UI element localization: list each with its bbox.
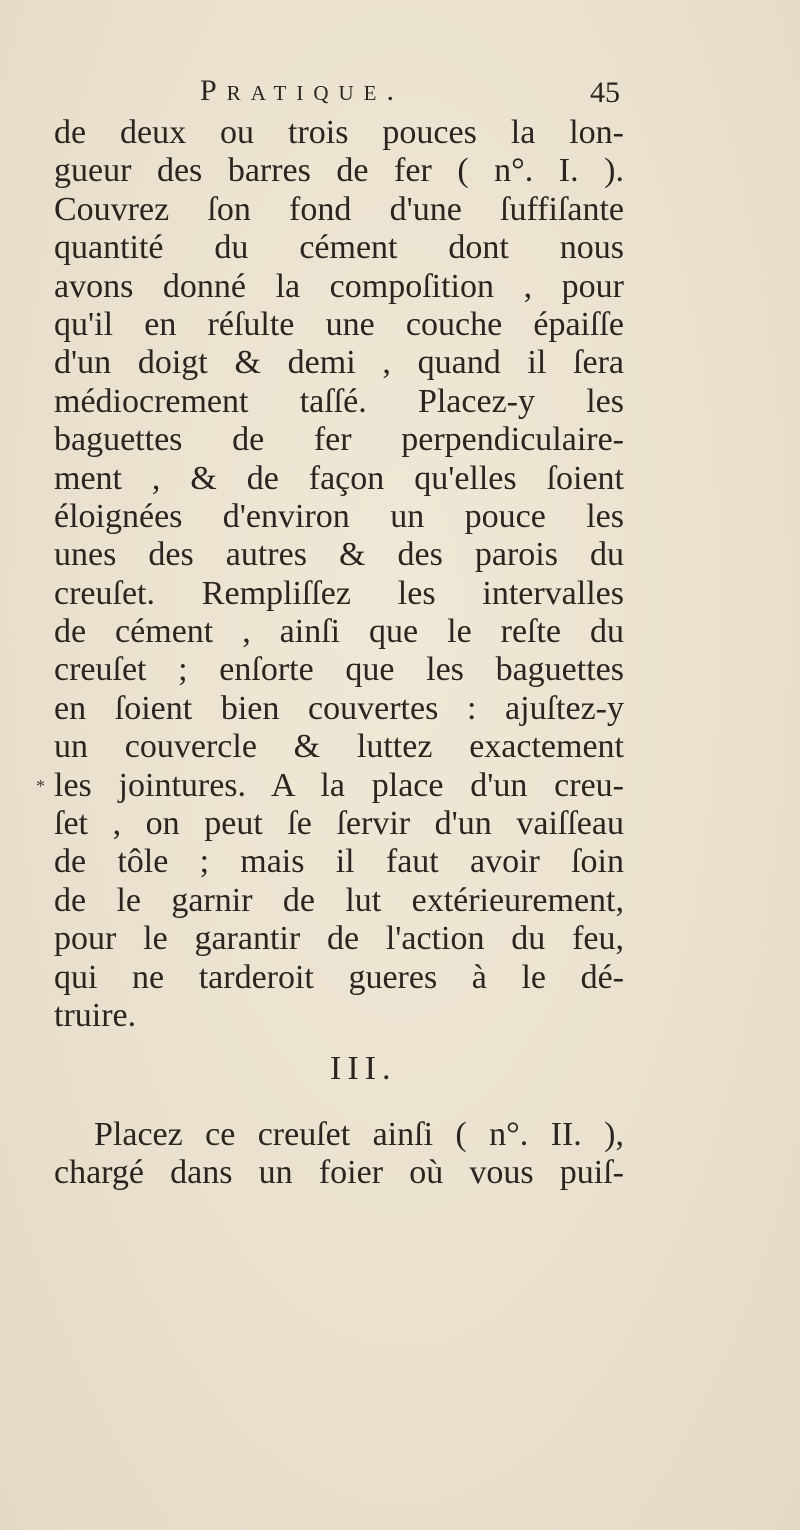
running-title: Pratique. xyxy=(200,74,405,107)
section-heading: III. xyxy=(330,1050,397,1087)
text-line: d'un doigt & demi , quand il ſera xyxy=(54,344,624,382)
text-line: gueur des barres de fer ( n°. I. ). xyxy=(54,152,624,190)
text-line: de deux ou trois pouces la lon- xyxy=(54,114,624,151)
text-line: de tôle ; mais il faut avoir ſoin xyxy=(54,843,624,881)
text-line: éloignées d'environ un pouce les xyxy=(54,497,624,535)
text-line: quantité du cément dont nous xyxy=(54,229,624,267)
margin-mark: * xyxy=(36,776,45,796)
text-line: pour le garantir de l'action du feu, xyxy=(54,920,624,958)
text-line: truire. xyxy=(54,996,137,1034)
text-line: en ſoient bien couvertes : ajuſtez-y xyxy=(54,689,624,727)
running-head xyxy=(200,74,620,118)
text-line: unes des autres & des parois du xyxy=(54,536,624,574)
paragraph-1 xyxy=(54,114,624,1035)
text-line: Placez ce creuſet ainſi ( n°. II. ), xyxy=(94,1116,624,1153)
page-number: 45 xyxy=(590,76,620,109)
text-line: de cément , ainſi que le reſte du xyxy=(54,613,624,651)
paragraph-2 xyxy=(54,1116,624,1193)
text-line: de le garnir de lut extérieurement, xyxy=(54,881,624,919)
text-line: ſet , on peut ſe ſervir d'un vaiſſeau xyxy=(54,805,624,843)
text-line: avons donné la compoſition , pour xyxy=(54,267,624,305)
text-line: creuſet ; enſorte que les baguettes xyxy=(54,651,624,689)
text-line: un couvercle & luttez exactement xyxy=(54,728,624,766)
text-line: qu'il en réſulte une couche épaiſſe xyxy=(54,305,624,343)
text-line: qui ne tarderoit gueres à le dé- xyxy=(54,958,624,996)
text-line: médiocrement taſſé. Placez-y les xyxy=(54,382,624,420)
text-line: ment , & de façon qu'elles ſoient xyxy=(54,459,624,497)
text-line: chargé dans un foier où vous puiſ- xyxy=(54,1154,624,1192)
text-line: baguettes de fer perpendiculaire- xyxy=(54,421,624,459)
text-line: les jointures. A la place d'un creu- xyxy=(54,766,624,804)
text-line: Couvrez ſon fond d'une ſuffiſante xyxy=(54,190,624,228)
text-line: creuſet. Rempliſſez les intervalles xyxy=(54,574,624,612)
